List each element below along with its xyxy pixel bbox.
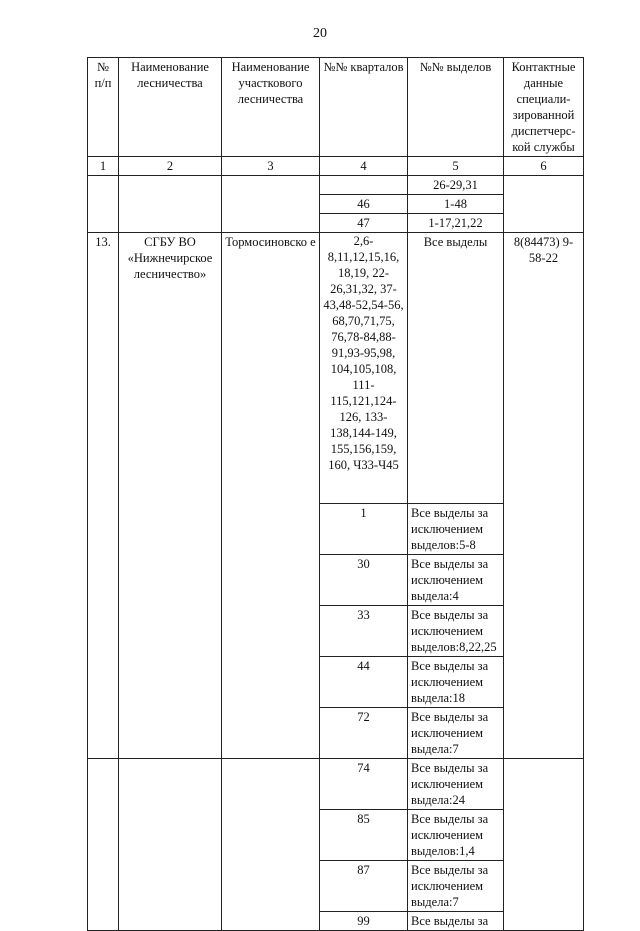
quarter-cell: 87 <box>320 861 408 912</box>
sections-cell: Все выделы за исключением выдела:4 <box>408 555 504 606</box>
sections-cell: Все выделы за исключением выдела:18 <box>408 657 504 708</box>
sections-cell: Все выделы <box>408 233 504 504</box>
quarter-cell: 1 <box>320 504 408 555</box>
quarters-list: 2,6-8,11,12,15,16, 18,19, 22-26,31,32, 37-43,48-52,54-56, 68,70,71,75, 76,78-84,88-91,93-95,98, 104,105,108, 111-115,121,124-126, 133-138,144-149, 155,156,159, 160, Ч33-Ч45 <box>320 233 408 504</box>
quarter-cell: 46 <box>320 195 408 214</box>
column-number: 2 <box>119 157 222 176</box>
quarter-cell: 85 <box>320 810 408 861</box>
contact-info: 8(84473) 9-58-22 <box>504 233 584 759</box>
column-number: 6 <box>504 157 584 176</box>
sections-cell: 26-29,31 <box>408 176 504 195</box>
header-forestry: Наименование лесничества <box>119 58 222 157</box>
table-row <box>88 759 584 810</box>
quarter-cell <box>320 176 408 195</box>
quarter-cell: 74 <box>320 759 408 810</box>
column-number: 1 <box>88 157 119 176</box>
header-district: Наименование участкового лесничества <box>222 58 320 157</box>
empty-cell <box>119 176 222 233</box>
entry-number: 13. <box>88 233 119 759</box>
sections-cell: Все выделы за исключением выделов:5-8 <box>408 504 504 555</box>
quarter-cell: 33 <box>320 606 408 657</box>
sections-cell: Все выделы за исключением выдела:24 <box>408 759 504 810</box>
sections-cell: Все выделы за исключением выдела:7 <box>408 708 504 759</box>
header-row <box>88 58 584 157</box>
quarter-cell: 47 <box>320 214 408 233</box>
sections-cell: Все выделы за <box>408 912 504 931</box>
table-row <box>88 176 584 195</box>
forestry-name: СГБУ ВО «Нижнечирское лесничество» <box>119 233 222 759</box>
empty-cell <box>88 176 119 233</box>
district-name: Тормосиновско е <box>222 233 320 759</box>
sections-cell: 1-17,21,22 <box>408 214 504 233</box>
header-contact: Контактные данные специали-зированной диспетчерс-кой службы <box>504 58 584 157</box>
column-number: 4 <box>320 157 408 176</box>
sections-cell: Все выделы за исключением выделов:1,4 <box>408 810 504 861</box>
forestry-table <box>87 57 584 931</box>
quarter-cell: 30 <box>320 555 408 606</box>
quarter-cell: 72 <box>320 708 408 759</box>
header-sections: №№ выделов <box>408 58 504 157</box>
page-number: 20 <box>313 26 327 41</box>
quarter-cell: 99 <box>320 912 408 931</box>
quarter-cell: 44 <box>320 657 408 708</box>
sections-cell: Все выделы за исключением выделов:8,22,25 <box>408 606 504 657</box>
empty-cell <box>222 176 320 233</box>
column-number: 3 <box>222 157 320 176</box>
empty-cell <box>504 176 584 233</box>
column-numbers-row <box>88 157 584 176</box>
sections-cell: Все выделы за исключением выдела:7 <box>408 861 504 912</box>
table-row <box>88 233 584 504</box>
header-number: № п/п <box>88 58 119 157</box>
header-quarters: №№ кварталов <box>320 58 408 157</box>
column-number: 5 <box>408 157 504 176</box>
sections-cell: 1-48 <box>408 195 504 214</box>
